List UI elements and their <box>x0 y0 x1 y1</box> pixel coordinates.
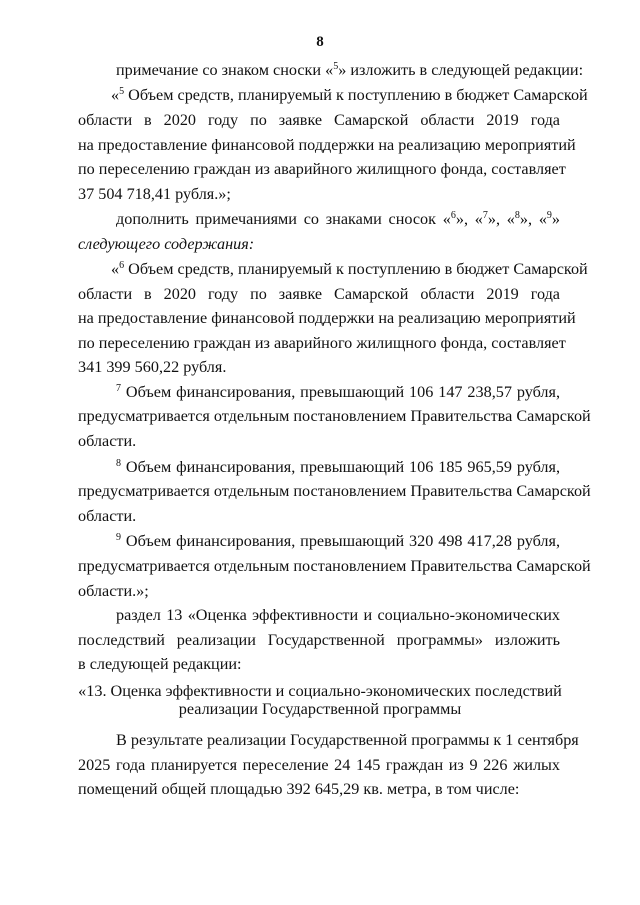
text-line: помещений общей площадью 392 645,29 кв. метра, в том числе: <box>78 780 520 798</box>
text-line: предусматривается отдельным постановлением Правительства Самарской <box>78 407 591 425</box>
text-line: по переселению граждан из аварийного жилищного фонда, составляет <box>78 160 566 178</box>
text-line: $^7$ Объем финансирования, превышающий 106 147 238,57 рубля, <box>116 383 560 401</box>
text-line: области в 2020 году по заявке Самарской области 2019 года <box>78 285 560 303</box>
page-number: 8 <box>316 34 324 50</box>
section-heading: «13. Оценка эффективности и социально-экономических последствий <box>78 682 562 700</box>
text-line: «$^6$ Объем средств, планируемый к поступлению в бюджет Самарской <box>111 260 588 278</box>
text-line: $^8$ Объем финансирования, превышающий 106 185 965,59 рубля, <box>116 458 560 476</box>
text-line: в следующей редакции: <box>78 655 242 673</box>
text-line: на предоставление финансовой поддержки на реализацию мероприятий <box>78 309 576 327</box>
text-line: «$^5$ Объем средств, планируемый к поступлению в бюджет Самарской <box>111 86 588 104</box>
text-line: предусматривается отдельным постановлением Правительства Самарской <box>78 482 591 500</box>
text-line: по переселению граждан из аварийного жилищного фонда, составляет <box>78 334 566 352</box>
text-line: 341 399 560,22 рубля. <box>78 358 227 376</box>
text-line: 37 504 718,41 рубля.»; <box>78 185 231 203</box>
text-line: следующего содержания: <box>78 235 255 253</box>
text-line: примечание со знаком сноски «$^5$» изложить в следующей редакции: <box>116 61 584 79</box>
text-line: на предоставление финансовой поддержки на реализацию мероприятий <box>78 136 576 154</box>
text-line: области. <box>78 507 137 525</box>
text-line: области в 2020 году по заявке Самарской области 2019 года <box>78 111 560 129</box>
text-line: $^9$ Объем финансирования, превышающий 320 498 417,28 рубля, <box>116 532 560 550</box>
text-line: области. <box>78 432 137 450</box>
text-line: 2025 года планируется переселение 24 145 граждан из 9 226 жилых <box>78 756 560 774</box>
text-line: области.»; <box>78 582 149 600</box>
text-line: раздел 13 «Оценка эффективности и социально-экономических <box>116 606 560 624</box>
text-line: дополнить примечаниями со знаками сносок «$^6$», «$^7$», «$^8$», «$^9$» <box>116 210 561 228</box>
section-heading: реализации Государственной программы <box>178 700 462 718</box>
text-line: последствий реализации Государственной программы» изложить <box>78 631 560 649</box>
text-line: предусматривается отдельным постановлением Правительства Самарской <box>78 557 591 575</box>
text-line: В результате реализации Государственной программы к 1 сентября <box>116 731 579 749</box>
